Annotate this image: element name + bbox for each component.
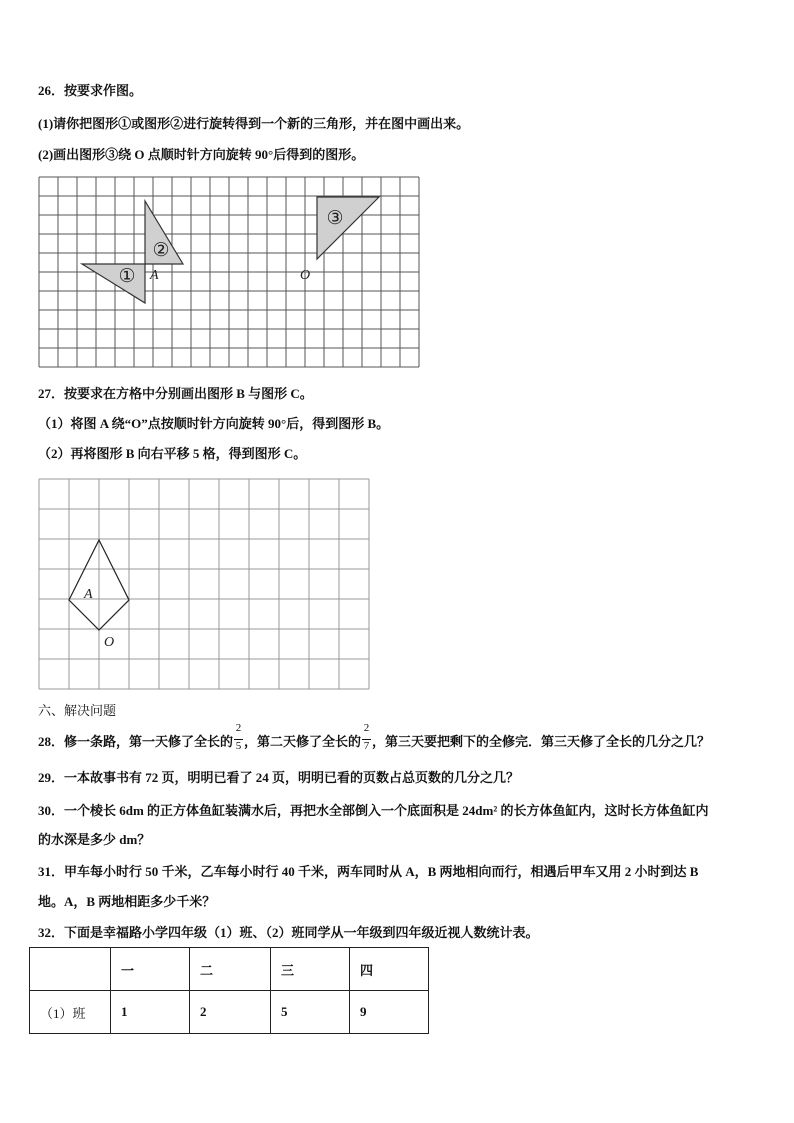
q30-line2: 的水深是多少 dm？ — [38, 832, 151, 847]
table-header-cell: 一 — [111, 948, 190, 991]
q29-text: 29．一本故事书有 72 页，明明已看了 24 页，明明已看的页数占总页数的几分之几？ — [38, 770, 520, 785]
table-header-cell: 四 — [350, 948, 429, 991]
point-o-label: O — [300, 268, 311, 283]
q27-part2: （2）再将图形 B 向右平移 5 格，得到图形 C。 — [38, 446, 307, 461]
q27-part1: （1）将图 A 绕“O”点按顺时针方向旋转 90°后，得到图形 B。 — [38, 416, 390, 431]
fraction-2-7: $\frac{2}{7}$ — [363, 722, 370, 753]
shape-3-label: ③ — [326, 207, 344, 229]
table-header-cell — [30, 948, 111, 991]
point-o-label-27: O — [104, 635, 115, 650]
q26-part1: (1)请你把图形①或图形②进行旋转得到一个新的三角形，并在图中画出来。 — [38, 116, 470, 131]
table-cell: （1）班 — [30, 991, 111, 1034]
q31-line2: 地。A，B 两地相距多少千米？ — [38, 894, 216, 909]
q32-title: 32．下面是幸福路小学四年级（1）班、（2）班同学从一年级到四年级近视人数统计表。 — [38, 925, 539, 940]
shape-1-triangle — [82, 264, 145, 303]
q27-grid — [39, 479, 369, 689]
table-cell: 2 — [190, 991, 271, 1034]
table-cell: 5 — [271, 991, 350, 1034]
q27-title: 27．按要求在方格中分别画出图形 B 与图形 C。 — [38, 386, 313, 401]
point-a-label: A — [150, 268, 159, 283]
table-header-cell: 二 — [190, 948, 271, 991]
shape-1-label: ① — [118, 265, 136, 287]
shape-2-label: ② — [152, 239, 170, 261]
q31-line1: 31．甲车每小时行 50 千米，乙车每小时行 40 千米，两车同时从 A，B 两地相向而行，相遇后甲车又用 2 小时到达 B — [38, 864, 699, 879]
myopia-stats-table — [29, 947, 429, 1034]
fraction-2-5: $\frac{2}{5}$ — [235, 722, 242, 753]
q26-grid-figure — [37, 175, 423, 368]
table-cell: 1 — [111, 991, 190, 1034]
table-cell: 9 — [350, 991, 429, 1034]
q30-line1: 30．一个棱长 6dm 的正方体鱼缸装满水后，再把水全部倒入一个底面积是 24dm² 的长方体鱼缸内，这时长方体鱼缸内 — [38, 803, 709, 818]
q27-grid-figure — [38, 478, 372, 692]
q26-part2: (2)画出图形③绕 O 点顺时针方向旋转 90°后得到的图形。 — [38, 147, 365, 162]
q28-text: 28．修一条路，第一天修了全长的 $\frac{2}{5}$ ，第二天修了全长的 $\frac{2}{7}$ ，第三天要把剩下的全修完．第三天修了全长的几分之几？ — [38, 722, 711, 753]
table-header-row — [30, 948, 429, 991]
q26-title: 26．按要求作图。 — [38, 83, 143, 98]
section-heading: 六、解决问题 — [38, 703, 117, 718]
table-row — [30, 991, 429, 1034]
shape-a-label: A — [84, 587, 93, 602]
table-header-cell: 三 — [271, 948, 350, 991]
